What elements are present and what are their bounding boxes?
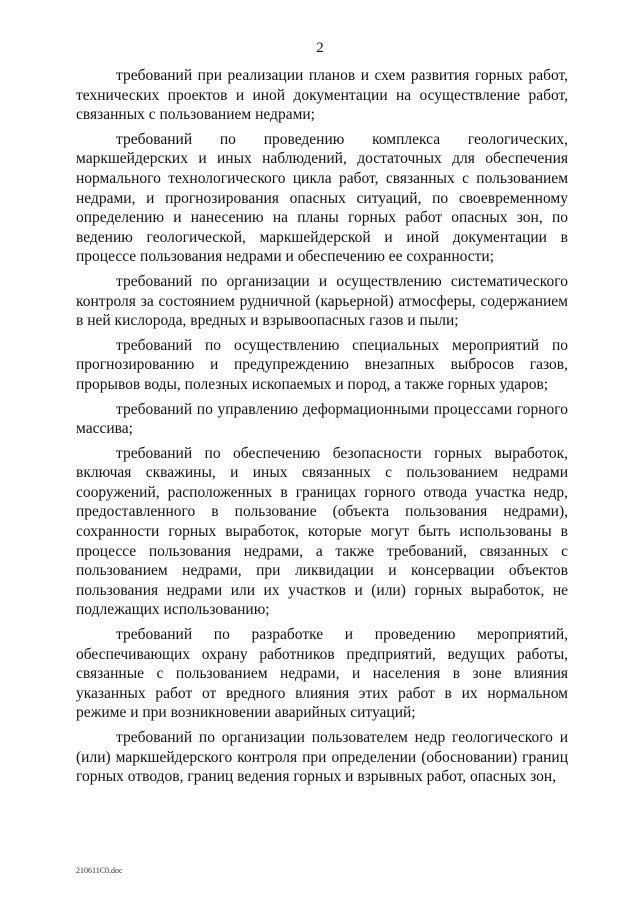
page-number: 2 [316, 40, 324, 56]
paragraph-observations-requirements: требований по проведению комплекса геологических, маркшейдерских и иных наблюдений, достаточных для обеспечения нормального технологического цикла работ, связанных с пользованием недрами, и прогнозирования опасных ситуаций, по своевременному определению и нанесению на планы горных работ опасных зон, по ведению геологической, маркшейдерской и иной документации в процессе пользования недрами и обеспечению ее сохранности; [76, 130, 568, 266]
paragraph-deformation-management-requirements: требований по управлению деформационными процессами горного массива; [76, 400, 568, 438]
document-body [76, 66, 568, 792]
paragraph-workings-safety-requirements: требований по обеспечению безопасности горных выработок, включая скважины, и иных связанных с пользованием недрами сооружений, расположенных в границах горного отвода участка недр, предоставленного в пользование (объекта пользования недрами), сохранности горных выработок, которые могут быть использованы в процессе пользования недрами, а также требований, связанных с пользованием недрами, при ликвидации и консервации объектов пользования недрами или их участков и (или) горных выработок, не подлежащих использованию; [76, 444, 568, 619]
paragraph-worker-protection-requirements: требований по разработке и проведению мероприятий, обеспечивающих охрану работников предприятий, ведущих работы, связанные с пользованием недрами, и населения в зоне влияния указанных работ от вредного влияния этих работ в их нормальном режиме и при возникновении аварийных ситуаций; [76, 626, 568, 722]
paragraph-surveying-control-requirements: требований по организации пользователем недр геологического и (или) маркшейдерского контроля при определении (обосновании) границ горных отводов, границ ведения горных и взрывных работ, опасных зон, [76, 729, 568, 786]
footer-document-code: 210611C0.doc [76, 866, 123, 875]
paragraph-outburst-prevention-requirements: требований по осуществлению специальных мероприятий по прогнозированию и предупреждению внезапных выбросов газов, прорывов воды, полезных ископаемых и пород, а также горных ударов; [76, 336, 568, 393]
paragraph-atmosphere-control-requirements: требований по организации и осуществлению систематического контроля за состоянием рудничной (карьерной) атмосферы, содержанием в ней кислорода, вредных и взрывоопасных газов и пыли; [76, 272, 568, 330]
paragraph-planning-requirements: требований при реализации планов и схем развития горных работ, технических проектов и иной документации на осуществление работ, связанных с пользованием недрами; [76, 67, 568, 124]
